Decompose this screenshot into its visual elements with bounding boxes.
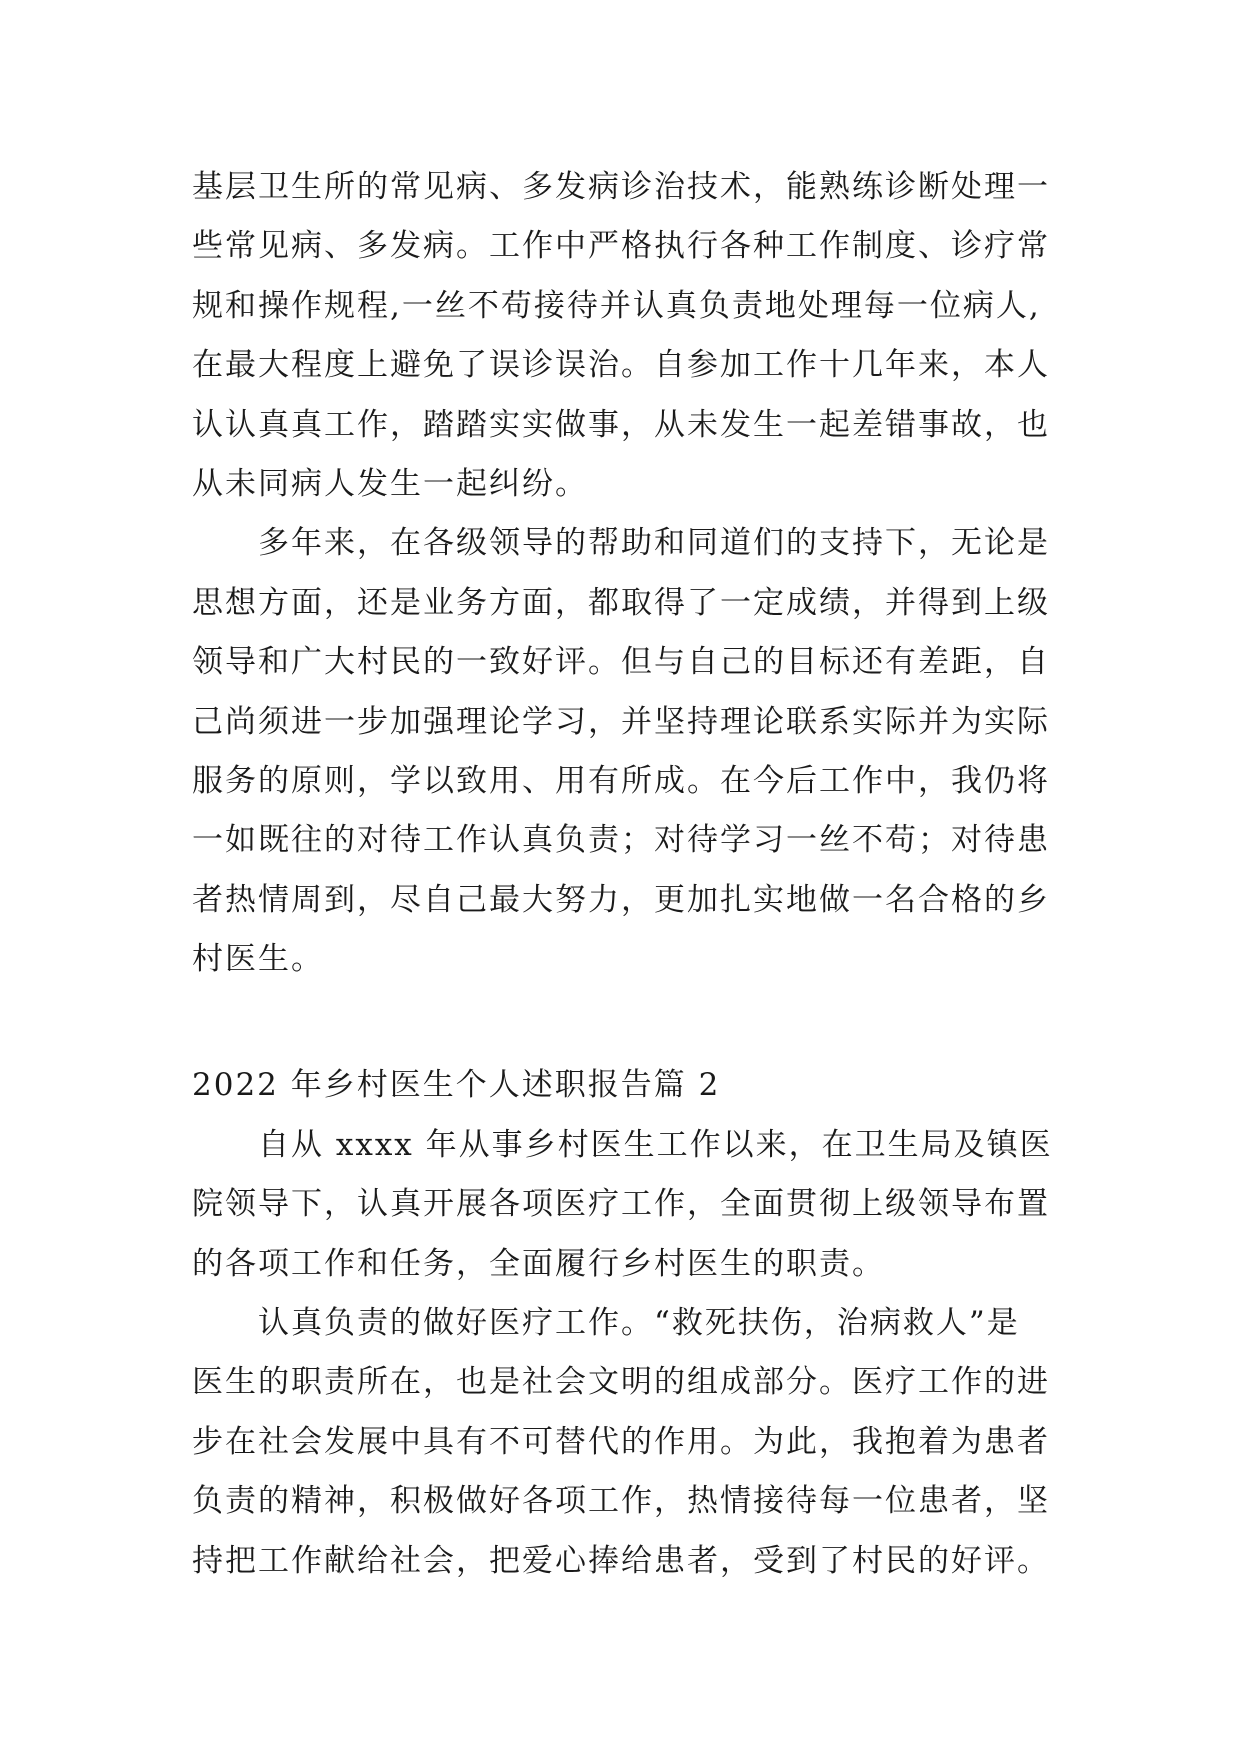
text-line: 村医生。 (192, 941, 324, 978)
paragraph-4 (192, 1294, 1092, 1591)
section-heading: 2022 年乡村医生个人述职报告篇 2 (192, 1067, 721, 1104)
text-line: 自从 xxxx 年从事乡村医生工作以来，在卫生局及镇医 (258, 1126, 1053, 1163)
text-line: 医生的职责所在，也是社会文明的组成部分。医疗工作的进 (192, 1364, 1050, 1401)
text-line: 者热情周到，尽自己最大努力，更加扎实地做一名合格的乡 (192, 881, 1050, 918)
text-line: 一如既往的对待工作认真负责；对待学习一丝不苟；对待患 (192, 822, 1050, 859)
text-line: 认真负责的做好医疗工作。“救死扶伤，治病救人”是 (258, 1305, 1020, 1342)
text-line: 多年来，在各级领导的帮助和同道们的支持下，无论是 (258, 525, 1050, 562)
document-body (192, 158, 1092, 1591)
text-line: 在最大程度上避免了误诊误治。自参加工作十几年来，本人 (192, 347, 1050, 384)
text-line: 些常见病、多发病。工作中严格执行各种工作制度、诊疗常 (192, 228, 1050, 265)
paragraph-2 (192, 514, 1092, 989)
text-line: 思想方面，还是业务方面，都取得了一定成绩，并得到上级 (192, 584, 1050, 621)
paragraph-3 (192, 1116, 1092, 1294)
text-line: 从未同病人发生一起纠纷。 (192, 465, 588, 502)
text-line: 步在社会发展中具有不可替代的作用。为此，我抱着为患者 (192, 1423, 1050, 1460)
text-line: 院领导下，认真开展各项医疗工作，全面贯彻上级领导布置 (192, 1186, 1050, 1223)
text-line: 的各项工作和任务，全面履行乡村医生的职责。 (192, 1245, 885, 1282)
text-line: 领导和广大村民的一致好评。但与自己的目标还有差距，自 (192, 644, 1050, 681)
text-line: 基层卫生所的常见病、多发病诊治技术，能熟练诊断处理一 (192, 169, 1050, 205)
text-line: 负责的精神，积极做好各项工作，热情接待每一位患者，坚 (192, 1483, 1050, 1520)
text-line: 服务的原则，学以致用、用有所成。在今后工作中，我仍将 (192, 762, 1050, 799)
text-line: 认认真真工作，踏踏实实做事，从未发生一起差错事故，也 (192, 406, 1050, 443)
paragraph-1 (192, 158, 1092, 514)
text-line: 持把工作献给社会，把爱心捧给患者，受到了村民的好评。 (192, 1542, 1050, 1579)
text-line: 己尚须进一步加强理论学习，并坚持理论联系实际并为实际 (192, 703, 1050, 740)
text-line: 规和操作规程,一丝不苟接待并认真负责地处理每一位病人, (192, 287, 1041, 324)
